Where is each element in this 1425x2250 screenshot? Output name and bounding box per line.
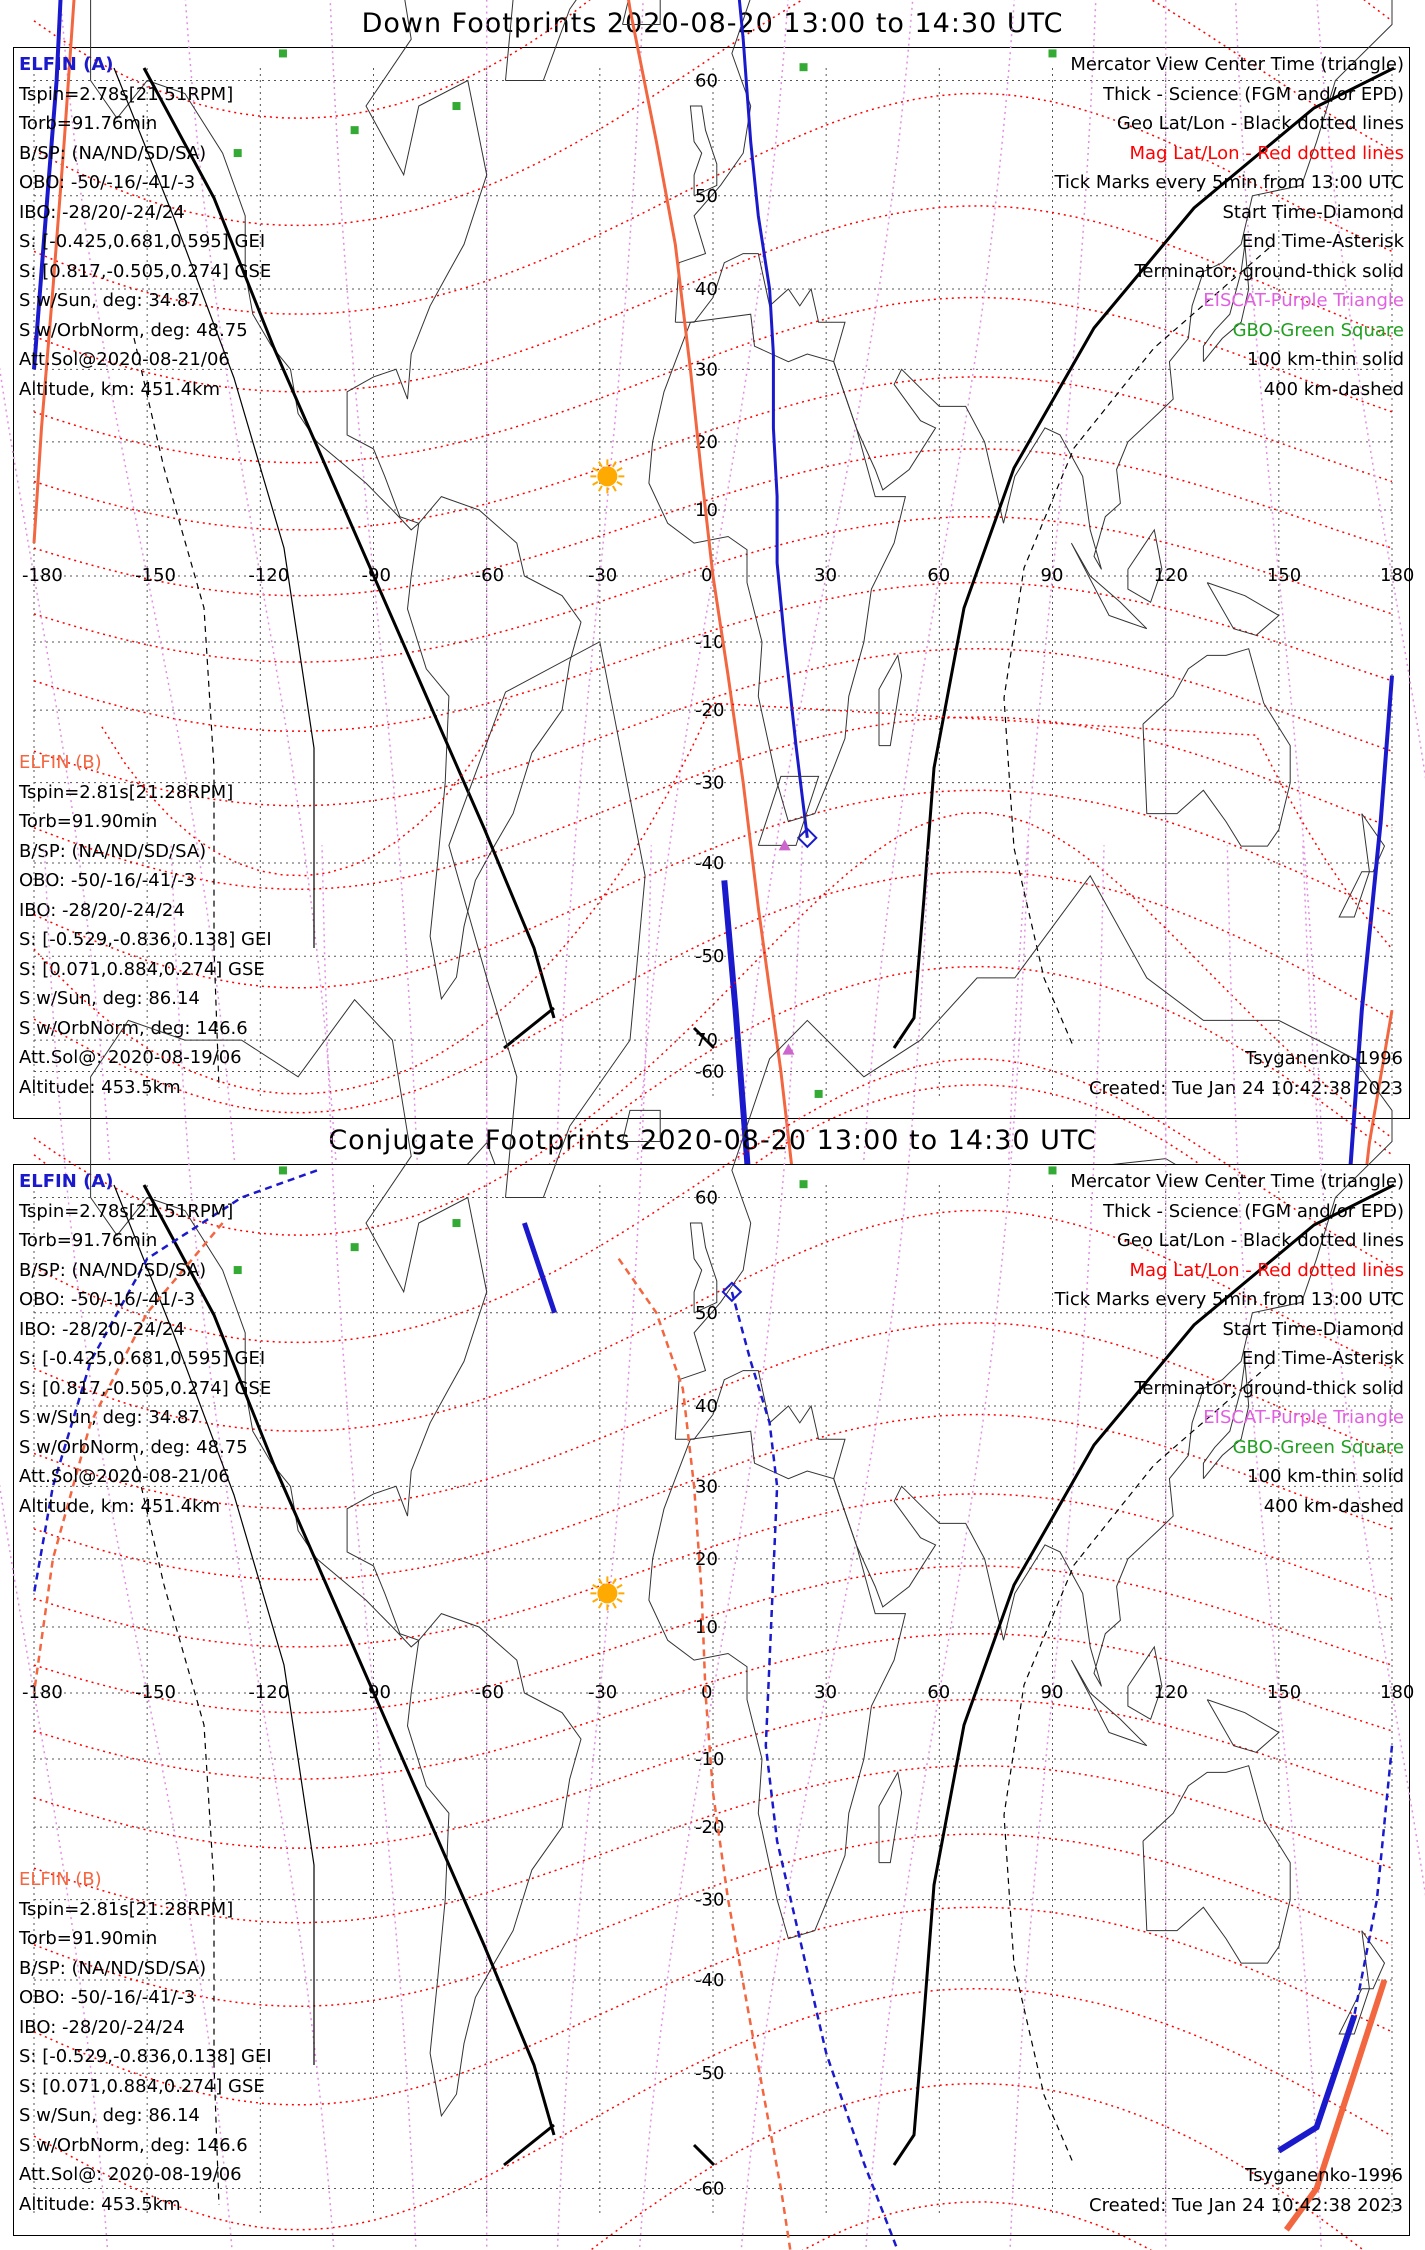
sun-ray: [613, 462, 616, 467]
lon-tick-label: -180: [22, 565, 63, 586]
elfin-a-line: Torb=91.76min: [19, 113, 158, 134]
legend: [1054, 1167, 1404, 1521]
lon-tick-label: 30: [814, 565, 838, 586]
lon-tick-label: 90: [1040, 1682, 1064, 1703]
lat-tick-label: 10: [695, 500, 718, 521]
elfin-a-line: Tspin=2.78s[21.51RPM]: [19, 83, 234, 105]
sun-ray: [599, 462, 602, 467]
sun-disc: [597, 466, 617, 486]
lat-tick-label: -40: [695, 1970, 725, 1992]
elfin-b-info: [19, 1865, 272, 2219]
elfin-a-line: S w/OrbNorm, deg: 48.75: [19, 1436, 248, 1458]
lon-tick-label: 90: [1040, 565, 1064, 586]
elfin-b-line: S: [0.071,0.884,0.274] GSE: [19, 2075, 265, 2097]
elfin-b-line: Torb=91.90min: [19, 811, 158, 832]
lat-tick-label: 10: [695, 1617, 718, 1638]
legend-item: Thick - Science (FGM and/or EPD): [1103, 1200, 1404, 1222]
lon-tick-label: -180: [22, 1682, 63, 1703]
elfin-a-line: IBO: -28/20/-24/24: [19, 201, 185, 223]
lat-tick-label: -10: [695, 632, 725, 653]
sun-ray: [613, 486, 616, 491]
lon-tick-label: -90: [361, 565, 391, 586]
lat-tick-label: -50: [695, 2063, 725, 2085]
lat-tick-label: 20: [695, 1548, 718, 1570]
lon-tick-label: -30: [587, 1682, 618, 1703]
elfin-a-line: S: [-0.425,0.681,0.595] GEI: [19, 231, 266, 252]
legend-item: Geo Lat/Lon - Black dotted lines: [1116, 113, 1404, 134]
elfin-a-name: ELFIN (A): [19, 1171, 114, 1192]
gbo-marker: [800, 1180, 808, 1188]
sun-ray: [617, 1585, 622, 1588]
elfin-a-line: S: [0.817,-0.505,0.274] GSE: [19, 1377, 272, 1399]
legend-item: End Time-Asterisk: [1241, 231, 1404, 252]
gbo-marker: [279, 1166, 287, 1174]
elfin-b-line: S: [-0.529,-0.836,0.138] GEI: [19, 929, 272, 950]
lat-tick-label: 30: [695, 359, 718, 381]
sun-disc: [597, 1583, 617, 1603]
lon-tick-label: 30: [814, 1682, 838, 1703]
elfin-a-line: Torb=91.76min: [19, 1230, 158, 1251]
lon-tick-label: -120: [248, 565, 290, 586]
elfin-a-info: [19, 50, 271, 404]
lon-tick-label: -150: [135, 1682, 177, 1703]
lat-tick-label: -20: [695, 1817, 725, 1839]
legend-item: 100 km-thin solid: [1247, 349, 1404, 370]
elfin-a-line: IBO: -28/20/-24/24: [19, 1318, 185, 1340]
elfin-a-line: S w/Sun, deg: 34.87: [19, 1407, 200, 1428]
elfin-a-line: S w/OrbNorm, deg: 48.75: [19, 319, 248, 341]
elfin-b-line: Altitude: 453.5km: [19, 2193, 181, 2215]
legend-item: Mercator View Center Time (triangle): [1070, 54, 1404, 75]
legend-item: EISCAT-Purple Triangle: [1203, 290, 1404, 311]
lon-tick-label: 120: [1153, 1682, 1189, 1703]
lon-tick-label: 150: [1266, 565, 1302, 586]
sun-icon: [590, 459, 624, 493]
lat-tick-label: -10: [695, 1749, 725, 1770]
lon-tick-label: -90: [361, 1682, 391, 1703]
lat-tick-label: -60: [695, 1061, 725, 1083]
legend-item: Tick Marks every 5min from 13:00 UTC: [1054, 1289, 1404, 1310]
elfin-b-line: OBO: -50/-16/-41/-3: [19, 1987, 196, 2008]
elfin-a-line: B/SP: (NA/ND/SD/SA): [19, 142, 207, 164]
legend-item: 400 km-dashed: [1263, 1495, 1404, 1517]
down-footprints-panel: [13, 47, 1415, 1119]
gbo-marker: [452, 102, 460, 110]
lon-tick-label: -30: [587, 565, 618, 586]
elfin-b-line: S w/OrbNorm, deg: 146.6: [19, 2134, 248, 2156]
elfin-a-line: OBO: -50/-16/-41/-3: [19, 1289, 196, 1310]
gbo-marker: [800, 63, 808, 71]
lon-tick-label: 0: [701, 1682, 713, 1703]
legend-item: GBO-Green Square: [1232, 319, 1404, 341]
legend-item: EISCAT-Purple Triangle: [1203, 1407, 1404, 1428]
coastline: [1071, 1660, 1146, 1746]
lat-tick-label: -60: [695, 2178, 725, 2200]
lat-tick-label: 60: [695, 1187, 718, 1209]
elfin-a-info: [19, 1167, 271, 1521]
elfin-b-line: S w/Sun, deg: 86.14: [19, 2105, 200, 2126]
sun-ray: [599, 1579, 602, 1584]
gbo-marker: [351, 126, 359, 134]
elfin-a-line: S: [0.817,-0.505,0.274] GSE: [19, 260, 272, 282]
model-label: Tsyganenko-1996: [1245, 1048, 1403, 1069]
lat-tick-label: 70: [695, 1030, 718, 1052]
lat-tick-label: 30: [695, 1476, 718, 1498]
lon-tick-label: -60: [474, 1682, 505, 1703]
coastline: [1207, 583, 1279, 636]
conjugate-footprints-title: Conjugate Footprints 2020-08-20 13:00 to 14:30 UTC: [328, 1125, 1097, 1156]
elfin-b-line: S: [0.071,0.884,0.274] GSE: [19, 958, 265, 980]
elfin-a-line: Att.Sol@2020-08-21/06: [19, 1466, 230, 1487]
elfin-b-line: B/SP: (NA/ND/SD/SA): [19, 840, 207, 862]
created-timestamp: Created: Tue Jan 24 10:42:38 2023: [1089, 1078, 1403, 1099]
elfin-b-name: ELFIN (B): [19, 1869, 102, 1890]
sun-ray: [593, 1585, 598, 1588]
elfin-a-line: Altitude, km: 451.4km: [19, 1495, 221, 1517]
elfin-b-line: S w/OrbNorm, deg: 146.6: [19, 1017, 248, 1039]
lat-tick-label: -30: [695, 772, 725, 794]
legend: [1054, 50, 1404, 404]
lon-tick-label: 180: [1380, 1682, 1415, 1703]
coastline: [1071, 543, 1146, 629]
legend-item: Geo Lat/Lon - Black dotted lines: [1116, 1230, 1404, 1251]
elfin-b-line: Torb=91.90min: [19, 1928, 158, 1949]
gbo-marker: [351, 1243, 359, 1251]
coastline: [879, 655, 902, 745]
elfin-b-line: IBO: -28/20/-24/24: [19, 899, 185, 921]
lat-tick-label: 40: [695, 1395, 718, 1417]
sun-icon: [590, 1576, 624, 1610]
elfin-b-line: B/SP: (NA/ND/SD/SA): [19, 1957, 207, 1979]
elfin-a-line: B/SP: (NA/ND/SD/SA): [19, 1259, 207, 1281]
elfin-a-line: Tspin=2.78s[21.51RPM]: [19, 1200, 234, 1222]
lon-tick-label: -150: [135, 565, 177, 586]
coastline: [879, 1772, 902, 1862]
sun-ray: [613, 1579, 616, 1584]
lat-tick-label: 50: [695, 185, 718, 207]
legend-item: Thick - Science (FGM and/or EPD): [1103, 83, 1404, 105]
legend-item: Mag Lat/Lon - Red dotted lines: [1129, 1259, 1404, 1281]
elfin-b-line: Tspin=2.81s[21.28RPM]: [19, 1898, 234, 1920]
sun-ray: [613, 1603, 616, 1608]
legend-item: Mercator View Center Time (triangle): [1070, 1171, 1404, 1192]
down-footprints-title: Down Footprints 2020-08-20 13:00 to 14:30 UTC: [361, 8, 1064, 39]
terminator-ground: [694, 2145, 714, 2165]
lat-tick-label: -40: [695, 853, 725, 875]
lat-tick-label: 40: [695, 278, 718, 300]
lon-tick-label: -60: [474, 565, 505, 586]
lon-tick-label: 60: [927, 565, 951, 586]
gbo-marker: [279, 49, 287, 57]
gbo-marker: [452, 1219, 460, 1227]
legend-item: 400 km-dashed: [1263, 378, 1404, 400]
sun-ray: [593, 482, 598, 485]
sun-ray: [617, 482, 622, 485]
elfin-b-line: S w/Sun, deg: 86.14: [19, 988, 200, 1009]
legend-item: 100 km-thin solid: [1247, 1466, 1404, 1487]
lat-tick-label: 20: [695, 431, 718, 453]
terminator-ground: [504, 1008, 554, 1048]
sun-ray: [593, 468, 598, 471]
elfin-a-line: OBO: -50/-16/-41/-3: [19, 172, 196, 193]
elfin-b-name: ELFIN (B): [19, 752, 102, 773]
lon-tick-label: 0: [701, 565, 713, 586]
elfin-b-line: Att.Sol@: 2020-08-19/06: [19, 2164, 242, 2185]
lon-tick-label: 150: [1266, 1682, 1302, 1703]
coastline: [1207, 1700, 1279, 1753]
created-timestamp: Created: Tue Jan 24 10:42:38 2023: [1089, 2195, 1403, 2216]
sun-ray: [599, 486, 602, 491]
elfin-b-line: S: [-0.529,-0.836,0.138] GEI: [19, 2046, 272, 2067]
sun-ray: [599, 1603, 602, 1608]
elfin-a-line: Att.Sol@2020-08-21/06: [19, 349, 230, 370]
lat-tick-label: 60: [695, 70, 718, 92]
elfin-b-line: IBO: -28/20/-24/24: [19, 2016, 185, 2038]
sun-ray: [593, 1599, 598, 1602]
elfin-a-track: [524, 1223, 554, 1313]
sun-ray: [617, 1599, 622, 1602]
elfin-a-track: [732, 1292, 921, 2250]
legend-item: Start Time-Diamond: [1222, 1318, 1404, 1340]
elfin-b-line: Att.Sol@: 2020-08-19/06: [19, 1047, 242, 1068]
lon-tick-label: 60: [927, 1682, 951, 1703]
lon-tick-label: 180: [1380, 565, 1415, 586]
model-label: Tsyganenko-1996: [1245, 2165, 1403, 2186]
elfin-a-line: S: [-0.425,0.681,0.595] GEI: [19, 1348, 266, 1369]
legend-item: Start Time-Diamond: [1222, 201, 1404, 223]
legend-item: Terminator: ground-thick solid: [1134, 1377, 1404, 1399]
lat-tick-label: 50: [695, 1302, 718, 1324]
lon-tick-label: -120: [248, 1682, 290, 1703]
elfin-a-track: [1279, 2015, 1355, 2150]
elfin-b-line: Tspin=2.81s[21.28RPM]: [19, 781, 234, 803]
sun-ray: [617, 468, 622, 471]
elfin-a-name: ELFIN (A): [19, 54, 114, 75]
elfin-b-line: OBO: -50/-16/-41/-3: [19, 870, 196, 891]
elfin-b-line: Altitude: 453.5km: [19, 1076, 181, 1098]
legend-item: GBO-Green Square: [1232, 1436, 1404, 1458]
lat-tick-label: -20: [695, 700, 725, 722]
lat-tick-label: -30: [695, 1889, 725, 1911]
legend-item: End Time-Asterisk: [1241, 1348, 1404, 1369]
elfin-b-info: [19, 748, 272, 1102]
lat-tick-label: -50: [695, 946, 725, 968]
lon-tick-label: 120: [1153, 565, 1189, 586]
elfin-a-line: S w/Sun, deg: 34.87: [19, 290, 200, 311]
legend-item: Terminator: ground-thick solid: [1134, 260, 1404, 282]
legend-item: Mag Lat/Lon - Red dotted lines: [1129, 142, 1404, 164]
elfin-a-line: Altitude, km: 451.4km: [19, 378, 221, 400]
legend-item: Tick Marks every 5min from 13:00 UTC: [1054, 172, 1404, 193]
gbo-marker: [815, 1090, 823, 1098]
terminator-ground: [504, 2125, 554, 2165]
